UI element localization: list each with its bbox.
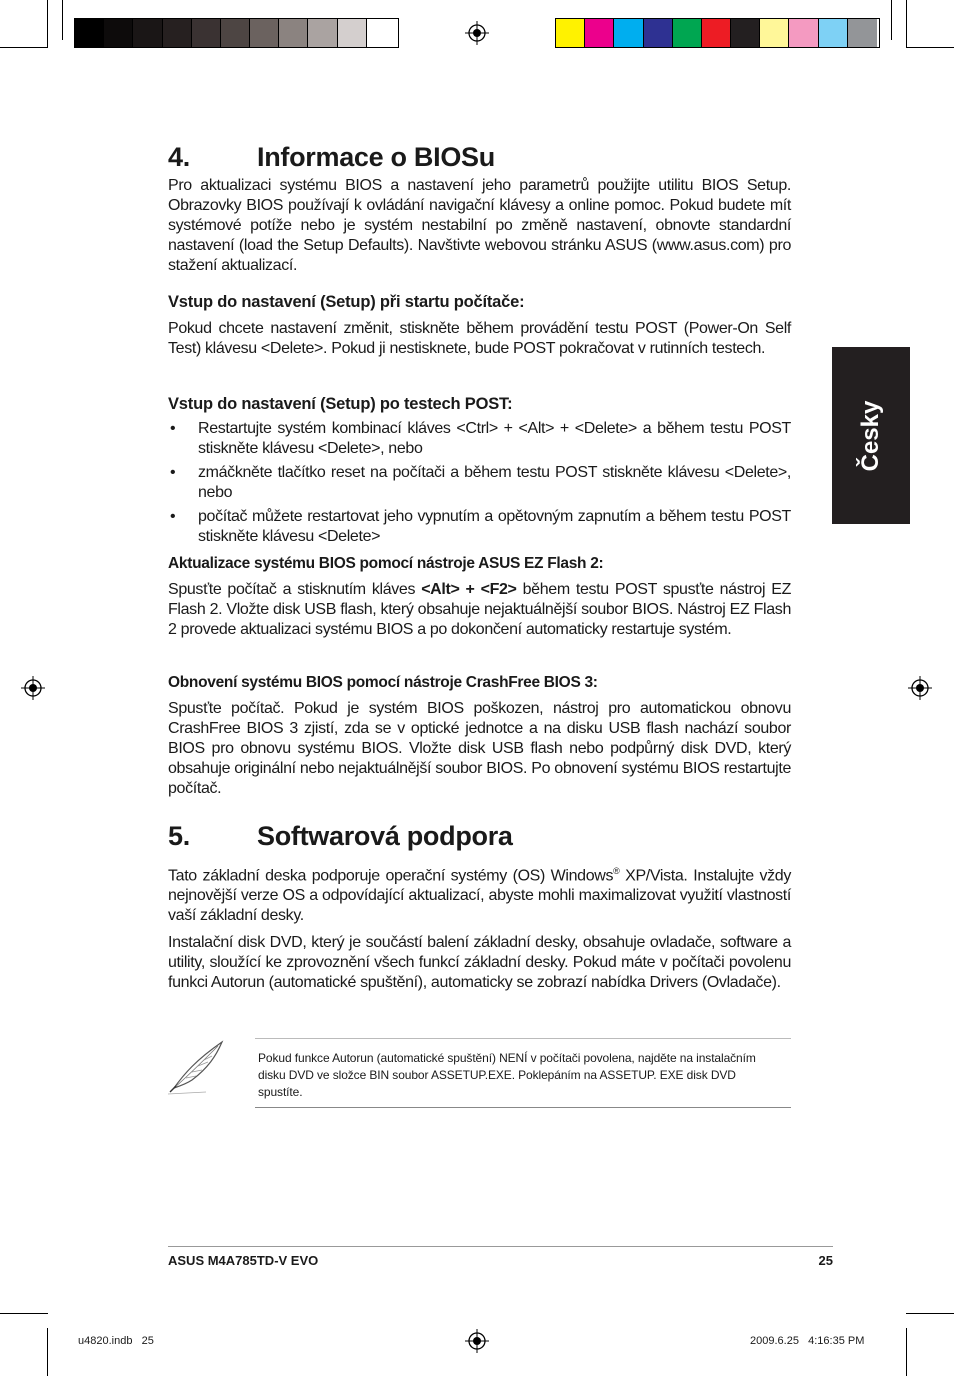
color-swatch	[104, 19, 133, 47]
crop-mark	[62, 0, 63, 40]
crop-mark	[891, 0, 892, 40]
crop-mark	[906, 0, 907, 48]
slug-file: u4820.indb 25	[78, 1335, 154, 1347]
registered-mark: ®	[613, 866, 620, 876]
color-swatch	[338, 19, 367, 47]
autorun-note	[255, 1038, 791, 1108]
section-number: 4.	[168, 142, 190, 172]
ezflash-keys: <Alt> + <F2>	[421, 581, 517, 598]
crop-mark	[0, 1313, 48, 1314]
section-4-heading	[168, 142, 495, 173]
note-text: Pokud funkce Autorun (automatické spuštění) NENÍ v počítači povolena, najděte na instalačním disku DVD ve složce BIN soubor ASSETUP.EXE. Poklepáním na ASSETUP. EXE disk DVD spustíte.	[258, 1051, 756, 1099]
crop-mark	[47, 1328, 48, 1376]
color-swatch	[848, 19, 877, 47]
color-swatch	[673, 19, 702, 47]
color-swatch	[760, 19, 789, 47]
language-label: Česky	[857, 400, 884, 471]
registration-mark-icon	[21, 676, 45, 700]
color-swatch	[789, 19, 818, 47]
color-swatch	[644, 19, 673, 47]
color-swatch	[308, 19, 337, 47]
crashfree-heading: Obnovení systému BIOS pomocí nástroje CrashFree BIOS 3:	[168, 674, 598, 691]
color-swatch	[221, 19, 250, 47]
footer-divider	[168, 1246, 833, 1247]
language-tab	[832, 347, 910, 524]
ezflash-paragraph: Spusťte počítač a stisknutím kláves <Alt> + <F2> během testu POST spusťte nástroj EZ Flash 2. Vložte disk USB flash, který obsahuje nejaktuálnější soubor BIOS. Nástroj EZ Flash 2 provede aktualizaci systému BIOS a po dokončení automaticky restartuje systém.	[168, 581, 791, 638]
section-title: Softwarová podpora	[257, 821, 513, 851]
color-swatch	[367, 19, 396, 47]
color-swatch	[585, 19, 614, 47]
color-swatch	[163, 19, 192, 47]
list-item: • počítač můžete restartovat jeho vypnutím a opětovným zapnutím a během testu POST stiskněte klávesu <Delete>	[170, 508, 791, 545]
footer-product-name: ASUS M4A785TD-V EVO	[168, 1253, 319, 1268]
color-swatch	[614, 19, 643, 47]
grayscale-color-bar	[74, 18, 399, 48]
color-swatch	[192, 19, 221, 47]
color-swatch	[250, 19, 279, 47]
post-setup-list	[168, 419, 791, 551]
section-title: Informace o BIOSu	[257, 142, 495, 172]
color-swatch	[75, 19, 104, 47]
post-setup-heading: Vstup do nastavení (Setup) po testech POST:	[168, 395, 513, 413]
crop-mark	[906, 47, 954, 48]
crop-mark	[906, 1313, 954, 1314]
registration-mark-icon	[465, 1329, 489, 1353]
bullet-icon: •	[170, 464, 176, 481]
color-swatch	[133, 19, 162, 47]
section-5-heading	[168, 821, 513, 852]
color-swatch	[279, 19, 308, 47]
boot-setup-heading: Vstup do nastavení (Setup) při startu počítače:	[168, 293, 525, 311]
registration-mark-icon	[465, 21, 489, 45]
ezflash-heading: Aktualizace systému BIOS pomocí nástroje ASUS EZ Flash 2:	[168, 555, 604, 572]
feather-note-icon	[166, 1038, 228, 1096]
registration-mark-icon	[908, 676, 932, 700]
bios-intro-paragraph: Pro aktualizaci systému BIOS a nastavení jeho parametrů použijte utilitu BIOS Setup. Obrazovky BIOS používají k ovládání navigační klávesy a online pomoc. Pokud budete mít systémové potíže nebo je systém nestabilní po změně nastavení, obnovte standardní nastavení (load the Setup Defaults). Navštivte webovou stránku ASUS (www.asus.com) pro stažení aktualizací.	[168, 177, 791, 274]
crop-mark	[906, 1328, 907, 1376]
bullet-icon: •	[170, 508, 176, 525]
list-item: • zmáčkněte tlačítko reset na počítači a během testu POST stiskněte klávesu <Delete>, nebo	[170, 464, 791, 501]
bullet-icon: •	[170, 420, 176, 437]
list-item: • Restartujte systém kombinací kláves <Ctrl> + <Alt> + <Delete> a během testu POST stiskněte klávesu <Delete>, nebo	[170, 420, 791, 457]
crop-mark	[0, 47, 48, 48]
crop-mark	[47, 0, 48, 48]
crashfree-paragraph: Spusťte počítač. Pokud je systém BIOS poškozen, nástroj pro automatickou obnovu CrashFree BIOS 3 zjistí, zda se v optické jednotce a na disku USB flash nachází soubor BIOS pro obnovu systému BIOS. Vložte disk USB flash nebo podpůrný disk DVD, který obsahuje originální nebo nejaktuálnější soubor BIOS. Po obnovení systému BIOS restartujte počítač.	[168, 700, 791, 797]
color-swatch	[556, 19, 585, 47]
process-color-bar	[555, 18, 880, 48]
software-paragraph-1: Tato základní deska podporuje operační systémy (OS) Windows® XP/Vista. Instalujte vždy nejnovější verze OS a odpovídající aktualizací, abyste mohli maximalizovat využití vlastností vaší základní desky.	[168, 866, 791, 925]
color-swatch	[702, 19, 731, 47]
software-paragraph-2: Instalační disk DVD, který je součástí balení základní desky, obsahuje ovladače, software a utility, sloužící ke zprovoznění všech funkcí základní desky. Pokud máte v počítači povolenu funkci Autorun (automatické spuštění), automaticky se zobrazí nabídka Drivers (Ovladače).	[168, 934, 791, 991]
boot-setup-paragraph: Pokud chcete nastavení změnit, stiskněte během provádění testu POST (Power-On Self Test) klávesu <Delete>. Pokud ji nestisknete, bude POST pokračovat v rutinních testech.	[168, 320, 791, 357]
color-swatch	[819, 19, 848, 47]
page-number: 25	[818, 1253, 833, 1268]
slug-timestamp: 2009.6.25 4:16:35 PM	[750, 1335, 865, 1347]
section-number: 5.	[168, 821, 190, 851]
color-swatch	[731, 19, 760, 47]
